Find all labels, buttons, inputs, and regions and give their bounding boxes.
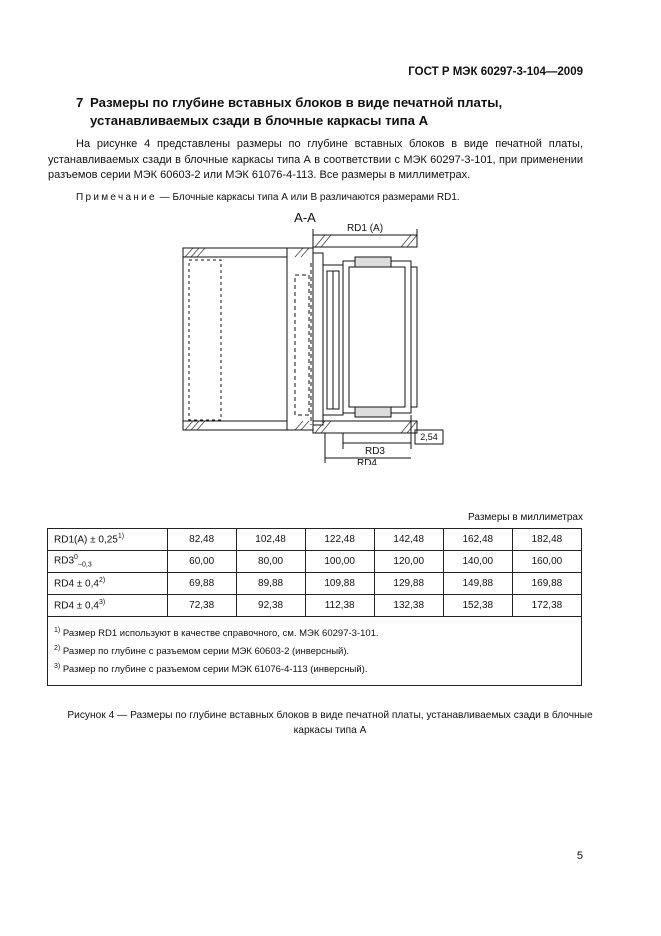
table-cell: 102,48 [236, 529, 305, 551]
table-cell: 80,00 [236, 551, 305, 573]
table-cell: 89,88 [236, 573, 305, 595]
note-text: — Блочные каркасы типа А или В различаются размерами RD1. [156, 192, 460, 203]
row-label: $RD4 \pm 0,4^{2)}$ [48, 573, 168, 595]
table-cell: 100,00 [305, 551, 374, 573]
dimensions-table [47, 528, 582, 686]
page-number: 5 [576, 850, 583, 862]
chassis-outline [183, 248, 287, 430]
section-title [76, 94, 596, 130]
section-title-line1: Размеры по глубине вставных блоков в виде печатной платы, [90, 95, 503, 110]
footnote: $^{1)}$ Размер RD1 используют в качестве справочного, см. МЭК 60297-3-101. [54, 627, 379, 640]
figure-caption [60, 708, 600, 738]
table-cell: 149,88 [443, 573, 512, 595]
dashed-board [189, 260, 221, 420]
footnotes [48, 617, 582, 686]
table-cell: 112,38 [305, 595, 374, 617]
section-number: 7 [76, 95, 84, 110]
table-row [48, 595, 582, 617]
table-cell: 162,48 [443, 529, 512, 551]
caption-line2: каркасы типа А [293, 725, 367, 736]
table-cell: 142,48 [374, 529, 443, 551]
table-row [48, 573, 582, 595]
body-paragraph: На рисунке 4 представлены размеры по глубине вставных блоков в виде печатной платы, устанавливаемых сзади в блочные каркасы типа А в соответствии с МЭК 60297-3-101, при применении разъемов серии МЭК 60603-2 или МЭК 61076-4-113. Все размеры в миллиметрах. [48, 138, 583, 181]
table-cell: 92,38 [236, 595, 305, 617]
table-cell: 82,48 [167, 529, 236, 551]
table-cell: 160,00 [512, 551, 581, 573]
table-row [48, 529, 582, 551]
footnote: $^{2)}$ Размер по глубине с разъемом серии МЭК 60603-2 (инверсный). [54, 645, 350, 658]
table-cell: 72,38 [167, 595, 236, 617]
row-label: $RD3^0_{-0,3}$ [48, 551, 168, 573]
table-cell: 152,38 [443, 595, 512, 617]
table-cell: 132,38 [374, 595, 443, 617]
footnotes-row [48, 617, 582, 686]
table-cell: 169,88 [512, 573, 581, 595]
dim-box-label: 2,54 [420, 432, 438, 442]
note [76, 192, 460, 203]
section-drawing [175, 205, 445, 465]
table-cell: 109,88 [305, 573, 374, 595]
rd1-label: RD1 (A) [346, 223, 384, 234]
row-label: $RD1(A) \pm 0,25^{1)}$ [48, 529, 168, 551]
section-title-line2: устанавливаемых сзади в блочные каркасы типа А [90, 113, 429, 128]
hatch-top-left [185, 248, 309, 257]
document-header: ГОСТ Р МЭК 60297-3-104—2009 [408, 66, 583, 78]
section-label: А-А [294, 210, 316, 225]
table-cell: 69,88 [167, 573, 236, 595]
table-cell: 172,38 [512, 595, 581, 617]
right-module [343, 261, 411, 413]
footnote: $^{3)}$ Размер по глубине с разъемом серии МЭК 61076-4-113 (инверсный). [54, 663, 368, 676]
hatch-bottom-left [185, 421, 309, 430]
table-cell: 120,00 [374, 551, 443, 573]
row-label: $RD4 \pm 0,4^{3)}$ [48, 595, 168, 617]
note-prefix: Примечание [76, 192, 157, 203]
table-cell: 60,00 [167, 551, 236, 573]
caption-line1: Рисунок 4 — Размеры по глубине вставных блоков в виде печатной платы, устанавливаемых сзади в блочные [67, 710, 593, 721]
table-cell: 122,48 [305, 529, 374, 551]
table-cell: 129,88 [374, 573, 443, 595]
rd3-label: RD3 [364, 446, 386, 457]
table-cell: 182,48 [512, 529, 581, 551]
rd4-label: RD4 [356, 458, 378, 465]
units-note: Размеры в миллиметрах [468, 512, 583, 523]
table-cell: 140,00 [443, 551, 512, 573]
table-row [48, 551, 582, 573]
